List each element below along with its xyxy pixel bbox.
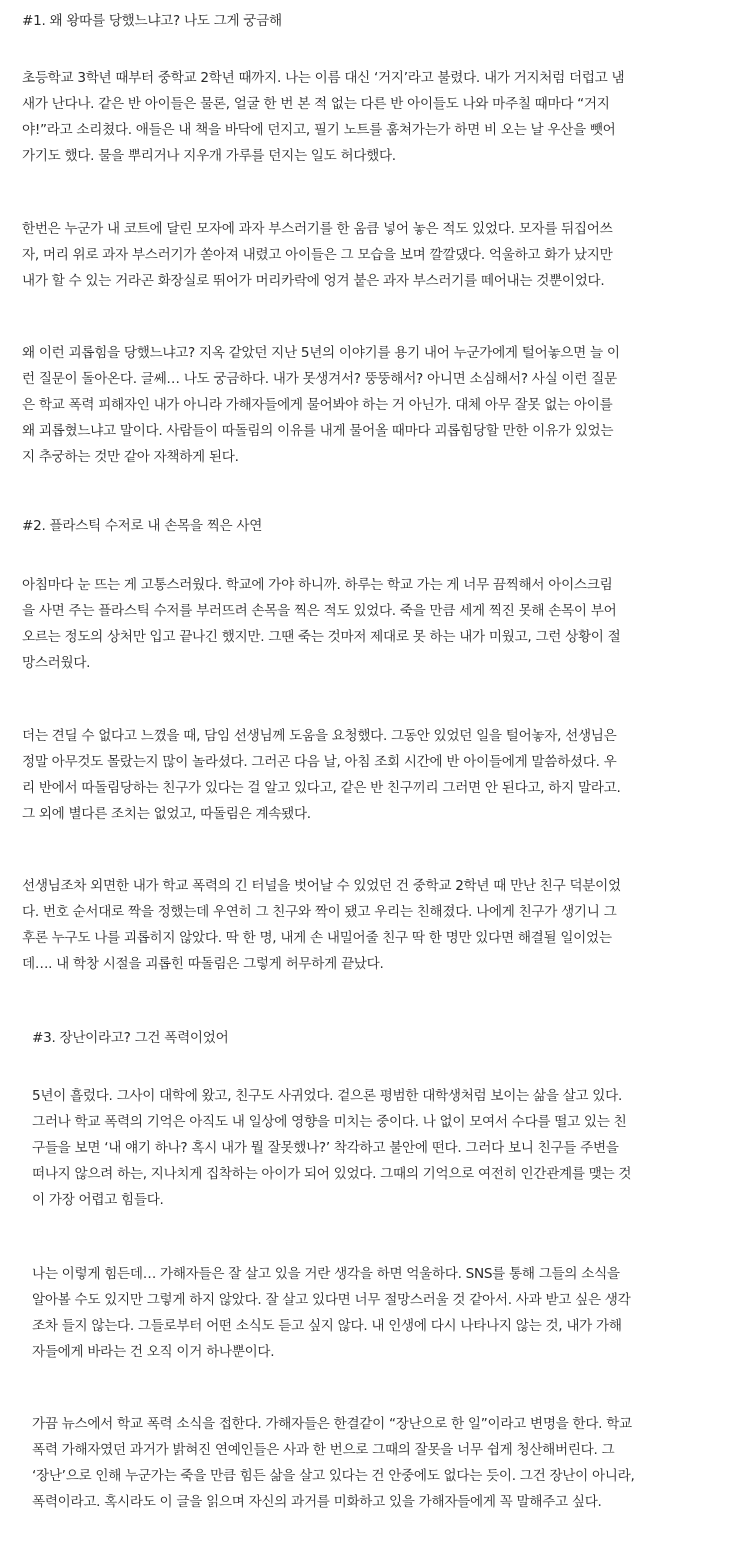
text-line: 더는 견딜 수 없다고 느꼈을 때, 담임 선생님께 도움을 요청했다. 그동안 있었던 일을 털어놓자, 선생님은 [22,728,617,744]
text-line: 알아볼 수도 있지만 그렇게 하지 않았다. 잘 살고 있다면 너무 절망스러울 것 같아서. 사과 받고 싶은 생각 [32,1292,631,1308]
text-line: 망스러웠다. [22,655,91,671]
text-line: ‘장난’으로 인해 누군가는 죽을 만큼 힘든 삶을 살고 있다는 건 안중에도 없다는 듯이. 그건 장난이 아니라, [32,1468,635,1484]
text-line: 을 사면 주는 플라스틱 수저를 부러뜨려 손목을 찍은 적도 있었다. 죽을 만큼 세게 찍진 못해 손목이 부어 [22,603,617,619]
text-line: 가끔 뉴스에서 학교 폭력 소식을 접한다. 가해자들은 한결같이 “장난으로 한 일”이라고 변명을 한다. 학교 [32,1416,632,1432]
text-line: 다. 번호 순서대로 짝을 정했는데 우연히 그 친구와 짝이 됐고 우리는 친해졌다. 나에게 친구가 생기니 그 [22,904,617,920]
text-line: 이 가장 어렵고 힘들다. [32,1192,164,1208]
text-line: 폭력이라고. 혹시라도 이 글을 읽으며 자신의 과거를 미화하고 있을 가해자들에게 꼭 말해주고 싶다. [32,1494,602,1510]
text-line: 후론 누구도 나를 괴롭히지 않았다. 딱 한 명, 내게 손 내밀어줄 친구 딱 한 명만 있다면 해결될 일이었는 [22,930,612,946]
text-line: 한번은 누군가 내 코트에 달린 모자에 과자 부스러기를 한 움큼 넣어 놓은 적도 있었다. 모자를 뒤집어쓰 [22,221,613,237]
text-line: 새가 난다나. 같은 반 아이들은 물론, 얼굴 한 번 본 적 없는 다른 반 아이들도 나와 마주칠 때마다 “거지 [22,96,610,112]
section-1-paragraph-2 [22,216,612,294]
text-line: 5년이 흘렀다. 그사이 대학에 왔고, 친구도 사귀었다. 겉으론 평범한 대학생처럼 보이는 삶을 살고 있다. [32,1088,622,1104]
section-1-heading: #1. 왜 왕따를 당했느냐고? 나도 그게 궁금해 [22,13,282,29]
text-line: 은 학교 폭력 피해자인 내가 아니라 가해자들에게 물어봐야 하는 거 아닌가. 대체 아무 잘못 없는 아이를 [22,397,613,413]
section-3-paragraph-1 [32,1083,631,1213]
text-line: 조차 들지 않는다. 그들로부터 어떤 소식도 듣고 싶지 않다. 내 인생에 다시 나타나지 않는 것, 내가 가해 [32,1318,622,1334]
section-2-paragraph-3 [22,873,621,977]
text-line: 나는 이렇게 힘든데… 가해자들은 잘 살고 있을 거란 생각을 하면 억울하다. SNS를 통해 그들의 소식을 [32,1266,620,1282]
section-2-heading: #2. 플라스틱 수저로 내 손목을 찍은 사연 [22,518,263,534]
text-line: 왜 이런 괴롭힘을 당했느냐고? 지옥 같았던 지난 5년의 이야기를 용기 내어 누군가에게 털어놓으면 늘 이 [22,345,620,361]
section-1-paragraph-1 [22,65,624,169]
text-line: 구들을 보면 ‘내 얘기 하나? 혹시 내가 뭘 잘못했나?’ 착각하고 불안에 떤다. 그러다 보니 친구들 주변을 [32,1140,619,1156]
text-line: 선생님조차 외면한 내가 학교 폭력의 긴 터널을 벗어날 수 있었던 건 중학교 2학년 때 만난 친구 덕분이었 [22,878,621,894]
text-line: 자들에게 바라는 건 오직 이거 하나뿐이다. [32,1344,275,1360]
section-3-heading: #3. 장난이라고? 그건 폭력이었어 [32,1030,229,1046]
text-line: 정말 아무것도 몰랐는지 많이 놀라셨다. 그러곤 다음 날, 아침 조회 시간에 반 아이들에게 말씀하셨다. 우 [22,754,617,770]
text-line: 떠나지 않으려 하는, 지나치게 집착하는 아이가 되어 있었다. 그때의 기억으로 여전히 인간관계를 맺는 것 [32,1166,632,1182]
text-line: 왜 괴롭혔느냐고 말이다. 사람들이 따돌림의 이유를 내게 물어올 때마다 괴롭힘당할 만한 이유가 있었는 [22,423,614,439]
text-line: 지 추궁하는 것만 같아 자책하게 된다. [22,449,239,465]
section-3-paragraph-3 [32,1411,635,1515]
text-line: 오르는 정도의 상처만 입고 끝나긴 했지만. 그땐 죽는 것마저 제대로 못 하는 내가 미웠고, 그런 상황이 절 [22,629,621,645]
text-line: 아침마다 눈 뜨는 게 고통스러웠다. 학교에 가야 하니까. 하루는 학교 가는 게 너무 끔찍해서 아이스크림 [22,577,613,593]
text-line: 가기도 했다. 물을 뿌리거나 지우개 가루를 던지는 일도 허다했다. [22,148,396,164]
text-line: 초등학교 3학년 때부터 중학교 2학년 때까지. 나는 이름 대신 ‘거지’라고 불렸다. 내가 거지처럼 더럽고 냄 [22,70,625,86]
text-line: 데…. 내 학창 시절을 괴롭힌 따돌림은 그렇게 허무하게 끝났다. [22,956,384,972]
text-line: 그 외에 별다른 조치는 없었고, 따돌림은 계속됐다. [22,806,311,822]
text-line: 런 질문이 돌아온다. 글쎄… 나도 궁금하다. 내가 못생겨서? 뚱뚱해서? 아니면 소심해서? 사실 이런 질문 [22,371,617,387]
text-line: 그러나 학교 폭력의 기억은 아직도 내 일상에 영향을 미치는 중이다. 나 없이 모여서 수다를 떨고 있는 친 [32,1114,627,1130]
section-3-paragraph-2 [32,1261,630,1365]
text-line: 내가 할 수 있는 거라곤 화장실로 뛰어가 머리카락에 엉겨 붙은 과자 부스러기를 떼어내는 것뿐이었다. [22,273,605,289]
section-2-paragraph-2 [22,723,620,827]
section-2-paragraph-1 [22,572,620,676]
section-1-paragraph-3 [22,340,620,470]
text-line: 야!”라고 소리쳤다. 애들은 내 책을 바닥에 던지고, 필기 노트를 훔쳐가는가 하면 비 오는 날 우산을 뺏어 [22,122,616,138]
text-line: 리 반에서 따돌림당하는 친구가 있다는 걸 알고 있다고, 같은 반 친구끼리 그러면 안 된다고, 하지 말라고. [22,780,621,796]
text-line: 자, 머리 위로 과자 부스러기가 쏟아져 내렸고 아이들은 그 모습을 보며 깔깔댔다. 억울하고 화가 났지만 [22,247,613,263]
text-line: 폭력 가해자였던 과거가 밝혀진 연예인들은 사과 한 번으로 그때의 잘못을 너무 쉽게 청산해버린다. 그 [32,1442,615,1458]
